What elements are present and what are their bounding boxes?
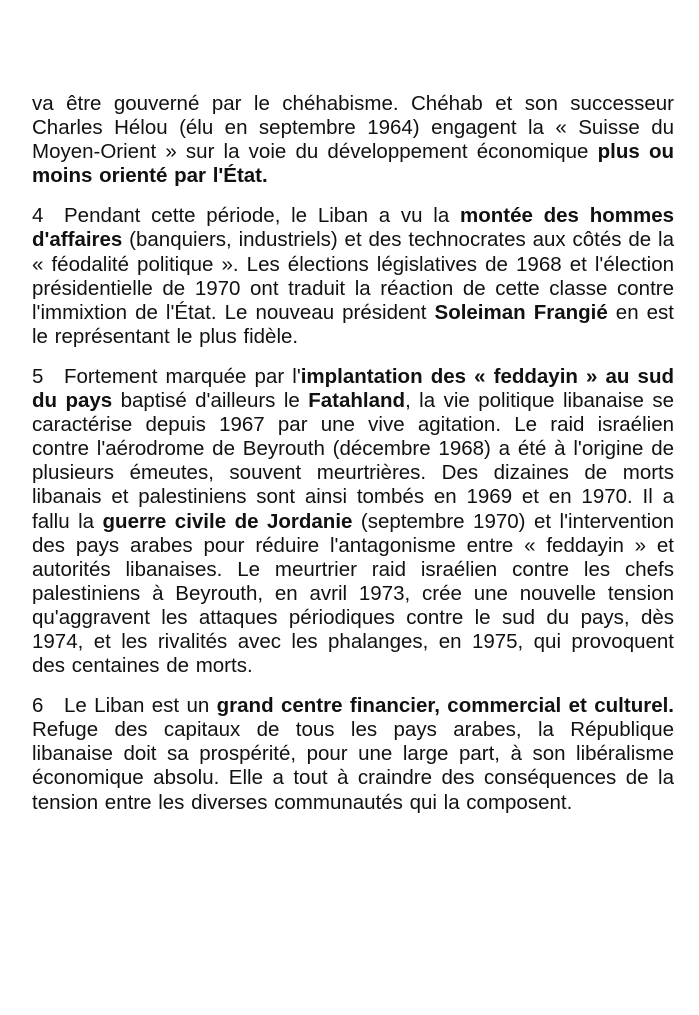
segment-bold: guerre civile de Jordanie: [102, 509, 353, 533]
paragraph-continuation: [32, 92, 674, 188]
paragraph-6: [32, 694, 674, 814]
segment-text: en est le représentant le plus fidèle.: [32, 300, 674, 348]
segment-text: Fortement marquée par l': [64, 364, 301, 388]
segment-bold: Soleiman Frangié: [434, 300, 608, 324]
segment-bold: Fatahland: [308, 389, 406, 413]
segment-text: Refuge des capitaux de tous les pays arabes, la République libanaise doit sa prospérité, pour une large part, à son libéralisme économique absolu. Elle a tout à craindre des conséquences de la tension entre les diverses communautés qui la composent.: [32, 718, 674, 814]
segment-text: Pendant cette période, le Liban a vu la: [64, 204, 460, 228]
segment-bold: implantation des « feddayin » au sud du pays: [32, 364, 674, 413]
segment-bold: montée des hommes d'affaires: [32, 204, 675, 252]
segment-bold: plus ou moins orienté par l'État.: [32, 140, 674, 188]
segment-text: (banquiers, industriels) et des technocrates aux côtés de la « féodalité politique ». Les élections législatives de 1968 et l'élection présidentielle de 1970 ont traduit la réaction de cette classe contre l'immixtion de l'État. Le nouveau président: [32, 228, 674, 324]
paragraph-number: 4: [32, 204, 44, 228]
paragraph-5: [32, 365, 674, 678]
segment-text: (septembre 1970) et l'intervention des pays arabes pour réduire l'antagonisme entre « feddayin » et autorités libanaises. Le meurtrier raid israélien contre les chefs palestiniens à Beyrouth, en avril 1973, crée une nouvelle tension qu'aggravent les attaques périodiques contre le sud du pays, dès 1974, et les rivalités avec les phalanges, en 1975, qui provoquent des centaines de morts.: [32, 509, 674, 678]
document-page: [32, 92, 674, 831]
segment-text: Le Liban est un: [64, 694, 217, 718]
segment-text: , la vie politique libanaise se caractérise depuis 1967 par une vive agitation. Le raid israélien contre l'aérodrome de Beyrouth (décembre 1968) a été à l'origine de plusieurs émeutes, souvent meurtrières. Des dizaines de morts libanais et palestiniens sont ainsi tombés en 1969 et en 1970. Il a fallu la: [32, 389, 674, 533]
segment-text: baptisé d'ailleurs le: [112, 389, 309, 413]
segment-bold: grand centre financier, commercial et culturel.: [216, 694, 674, 718]
paragraph-4: [32, 204, 674, 349]
paragraph-number: 5: [32, 364, 44, 388]
paragraph-number: 6: [32, 694, 44, 718]
segment-text: va être gouverné par le chéhabisme. Chéhab et son successeur Charles Hélou (élu en septembre 1964) engagent la « Suisse du Moyen-Orient » sur la voie du développement économique: [32, 92, 674, 164]
